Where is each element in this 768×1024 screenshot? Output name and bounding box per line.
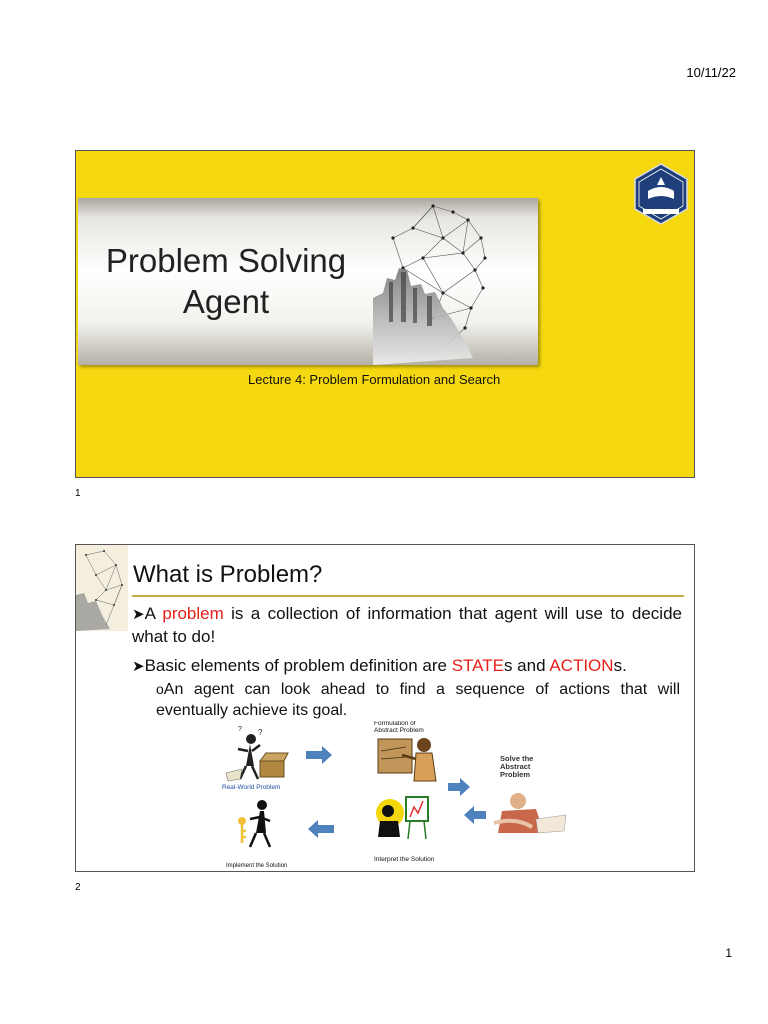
slide-1 xyxy=(75,150,695,478)
solve-figure xyxy=(494,793,566,833)
interpret-caption: Interpret the Solution xyxy=(374,856,435,863)
bullet-2-action: ACTION xyxy=(549,656,614,675)
arrow-left-2 xyxy=(308,820,334,838)
lecture-subtitle: Lecture 4: Problem Formulation and Search xyxy=(248,372,501,387)
slide-2 xyxy=(75,544,695,872)
bullet-1-rest: is a collection of information that agent will use to decide what to do! xyxy=(132,604,682,646)
implement-figure xyxy=(238,800,270,847)
real-world-problem-caption: Real-World Problem xyxy=(222,784,281,791)
bullet-basic-elements xyxy=(132,655,692,678)
slide-2-title: What is Problem? xyxy=(133,561,323,588)
implement-caption: Implement the Solution xyxy=(226,863,288,869)
formulation-caption-1: Formulation of xyxy=(374,721,416,727)
solve-caption-1: Solve the xyxy=(500,754,534,763)
solve-caption-2: Abstract xyxy=(500,762,531,771)
formulation-figure xyxy=(378,738,436,781)
arrow-bullet-icon: ➤ xyxy=(132,658,145,675)
bullet-2-prefix: Basic elements of problem definition are xyxy=(144,656,452,675)
title-divider xyxy=(132,595,684,597)
interpret-figure xyxy=(376,797,428,839)
arrow-left-1 xyxy=(464,806,486,824)
network-face-image xyxy=(373,198,538,365)
title-line-2: Agent xyxy=(182,283,270,320)
circle-bullet-icon: o xyxy=(156,681,164,697)
formulation-caption-2: Abstract Problem xyxy=(374,727,424,734)
svg-text:?: ? xyxy=(238,726,242,733)
arrow-right-2 xyxy=(448,778,470,796)
bullet-1-prefix: A xyxy=(144,604,163,623)
sub-bullet-look-ahead xyxy=(156,679,680,721)
problem-solving-cycle-diagram xyxy=(216,721,616,871)
solve-caption-3: Problem xyxy=(500,770,531,779)
arrow-bullet-icon: ➤ xyxy=(132,606,145,623)
slide-2-number: 2 xyxy=(75,882,81,893)
university-logo xyxy=(630,163,692,225)
page-number: 1 xyxy=(725,946,732,960)
svg-text:?: ? xyxy=(258,728,263,737)
slide-title xyxy=(78,240,374,322)
bullet-2-state: STATE xyxy=(451,656,504,675)
sub-bullet-text: An agent can look ahead to find a sequence of actions that will eventually achieve its goal. xyxy=(156,681,680,719)
arrow-right-1 xyxy=(306,746,332,764)
title-box xyxy=(78,198,538,365)
print-date: 10/11/22 xyxy=(686,65,736,80)
bullet-2-mid: s and xyxy=(503,656,550,675)
network-face-thumbnail xyxy=(76,545,128,631)
bullet-1-highlight: problem xyxy=(162,604,224,623)
title-line-1: Problem Solving xyxy=(105,242,347,279)
bullet-problem-definition xyxy=(132,603,682,648)
real-world-problem-figure xyxy=(226,726,288,781)
bullet-2-suffix: s. xyxy=(613,656,627,675)
slide-1-number: 1 xyxy=(75,488,81,499)
